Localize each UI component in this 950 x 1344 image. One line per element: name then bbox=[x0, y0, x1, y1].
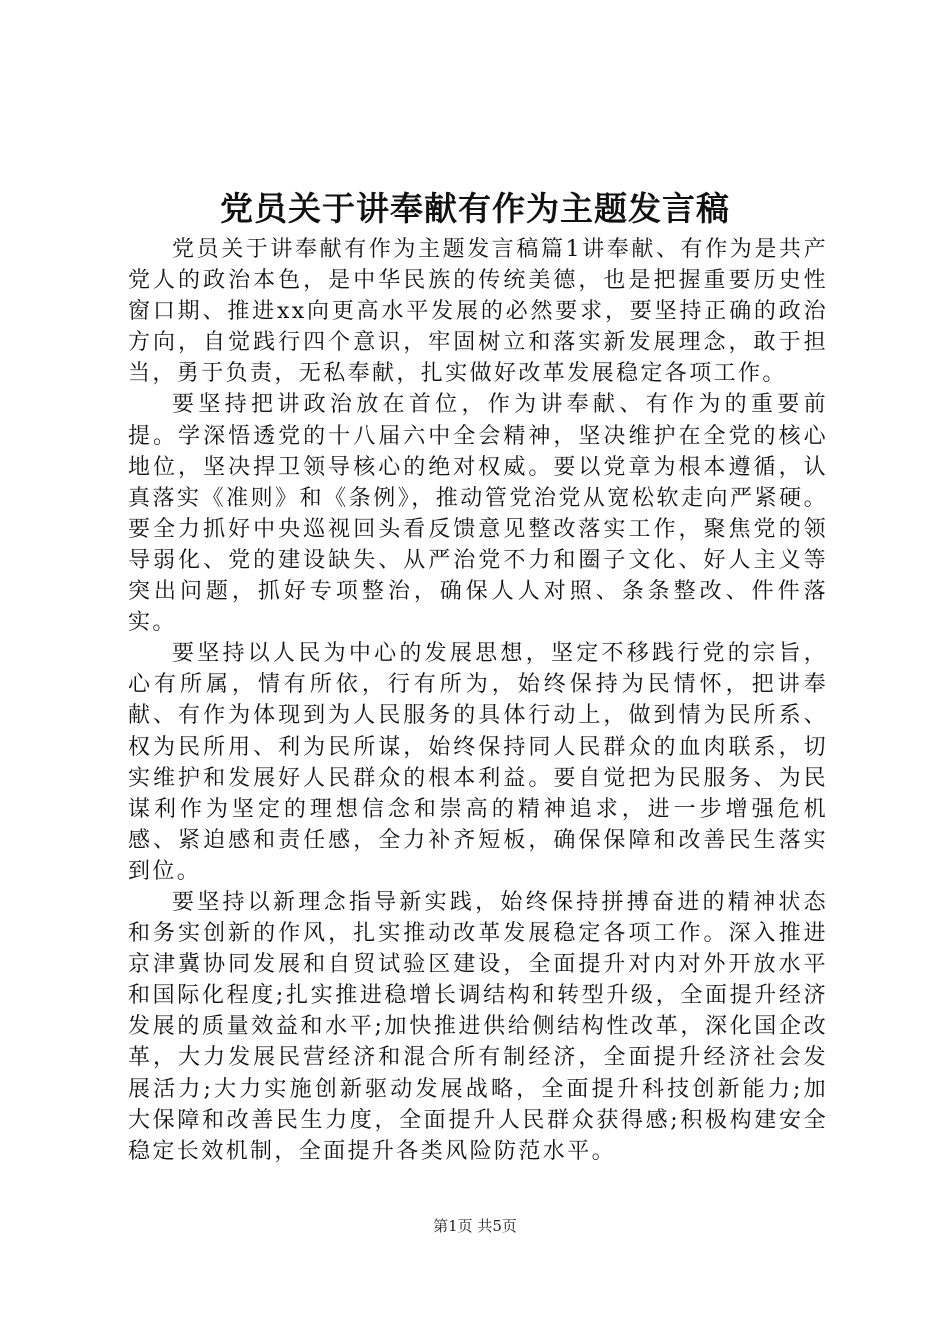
document-title: 党员关于讲奉献有作为主题发言稿 bbox=[220, 189, 730, 228]
paragraph-1: 党员关于讲奉献有作为主题发言稿篇1讲奉献、有作为是共产党人的政治本色，是中华民族的传统美德，也是把握重要历史性窗口期、推进xx向更高水平发展的必然要求，要坚持正确的政治方向，自觉践行四个意识，牢固树立和落实新发展理念，敢于担当，勇于负责，无私奉献，扎实做好改革发展稳定各项工作。 bbox=[128, 237, 828, 387]
paragraph-3: 要坚持以人民为中心的发展思想，坚定不移践行党的宗旨，心有所属，情有所依，行有所为，始终保持为民情怀，把讲奉献、有作为体现到为人民服务的具体行动上，做到情为民所系、权为民所用、利为民所谋，始终保持同人民群众的血肉联系，切实维护和发展好人民群众的根本利益。要自觉把为民服务、为民谋利作为坚定的理想信念和崇高的精神追求，进一步增强危机感、紧迫感和责任感，全力补齐短板，确保保障和改善民生落实到位。 bbox=[128, 641, 828, 884]
document-body bbox=[128, 234, 828, 1167]
page-number-footer: 第1页 共5页 bbox=[433, 1217, 517, 1235]
paragraph-4: 要坚持以新理念指导新实践，始终保持拼搏奋进的精神状态和务实创新的作风，扎实推动改革发展稳定各项工作。深入推进京津冀协同发展和自贸试验区建设，全面提升对内对外开放水平和国际化程度;扎实推进稳增长调结构和转型升级，全面提升经济发展的质量效益和水平;加快推进供给侧结构性改革，深化国企改革，大力发展民营经济和混合所有制经济，全面提升经济社会发展活力;大力实施创新驱动发展战略，全面提升科技创新能力;加大保障和改善民生力度，全面提升人民群众获得感;积极构建安全稳定长效机制，全面提升各类风险防范水平。 bbox=[128, 889, 828, 1164]
paragraph-2: 要坚持把讲政治放在首位，作为讲奉献、有作为的重要前提。学深悟透党的十八届六中全会精神，坚决维护在全党的核心地位，坚决捍卫领导核心的绝对权威。要以党章为根本遵循，认真落实《准则》和《条例》，推动管党治党从宽松软走向严紧硬。要全力抓好中央巡视回头看反馈意见整改落实工作，聚焦党的领导弱化、党的建设缺失、从严治党不力和圈子文化、好人主义等突出问题，抓好专项整治，确保人人对照、条条整改、件件落实。 bbox=[128, 392, 828, 636]
